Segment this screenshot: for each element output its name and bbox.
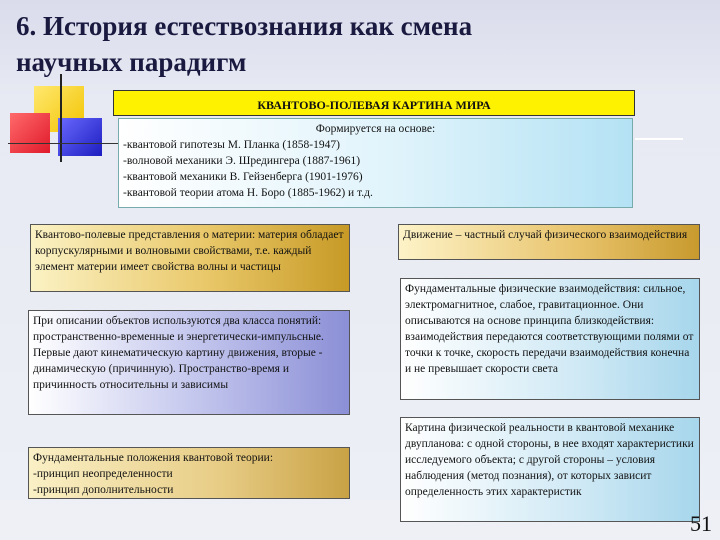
quantum-principles-box: Фундаментальные положения квантовой теории: -принцип неопределенности -принцип дополнительности [28, 447, 350, 499]
decorative-white-line [635, 138, 683, 140]
section-header: КВАНТОВО-ПОЛЕВАЯ КАРТИНА МИРА [113, 90, 635, 116]
motion-box: Движение – частный случай физического взаимодействия [398, 224, 700, 260]
page-title: 6. История естествознания как смена научных парадигм [16, 11, 473, 77]
decorative-vertical-line [60, 74, 62, 162]
page-number: 51 [690, 511, 712, 536]
basis-line: -квантовой механики В. Гейзенберга (1901-1976) [123, 171, 363, 183]
basis-heading: Формируется на основе: [315, 123, 436, 135]
basis-box [118, 118, 633, 208]
decorative-square-blue [58, 118, 102, 156]
basis-line: -квантовой гипотезы М. Планка (1858-1947) [123, 139, 340, 151]
decorative-square-red [10, 113, 50, 153]
interactions-box: Фундаментальные физические взаимодействия: сильное, электромагнитное, слабое, гравитационное. Они описываются на основе принципа близкодействия: взаимодействия передаются соответствующими полями от точки к точке, скорость передачи взаимодействия конечна и не превышает скорости света [400, 278, 700, 400]
concept-classes-box: При описании объектов используются два класса понятий: пространственно-временные и энергетически-импульсные. Первые дают кинематическую картину движения, вторые - динамическую (причинную). Пространство-время и причинность относительны и зависимы [28, 310, 350, 415]
matter-properties-box: Квантово-полевые представления о материи: материя обладает корпускулярными и волновыми свойствами, т.е. каждый элемент материи имеет свойства волны и частицы [30, 224, 350, 292]
reality-picture-box: Картина физической реальности в квантовой механике двупланова: с одной стороны, в нее входят характеристики исследуемого объекта; с другой стороны – условия наблюдения (метод познания), от которых зависит определенность этих характеристик [400, 417, 700, 522]
basis-line: -квантовой теории атома Н. Боро (1885-1962) и т.д. [123, 187, 373, 199]
basis-line: -волновой механики Э. Шредингера (1887-1961) [123, 155, 361, 167]
